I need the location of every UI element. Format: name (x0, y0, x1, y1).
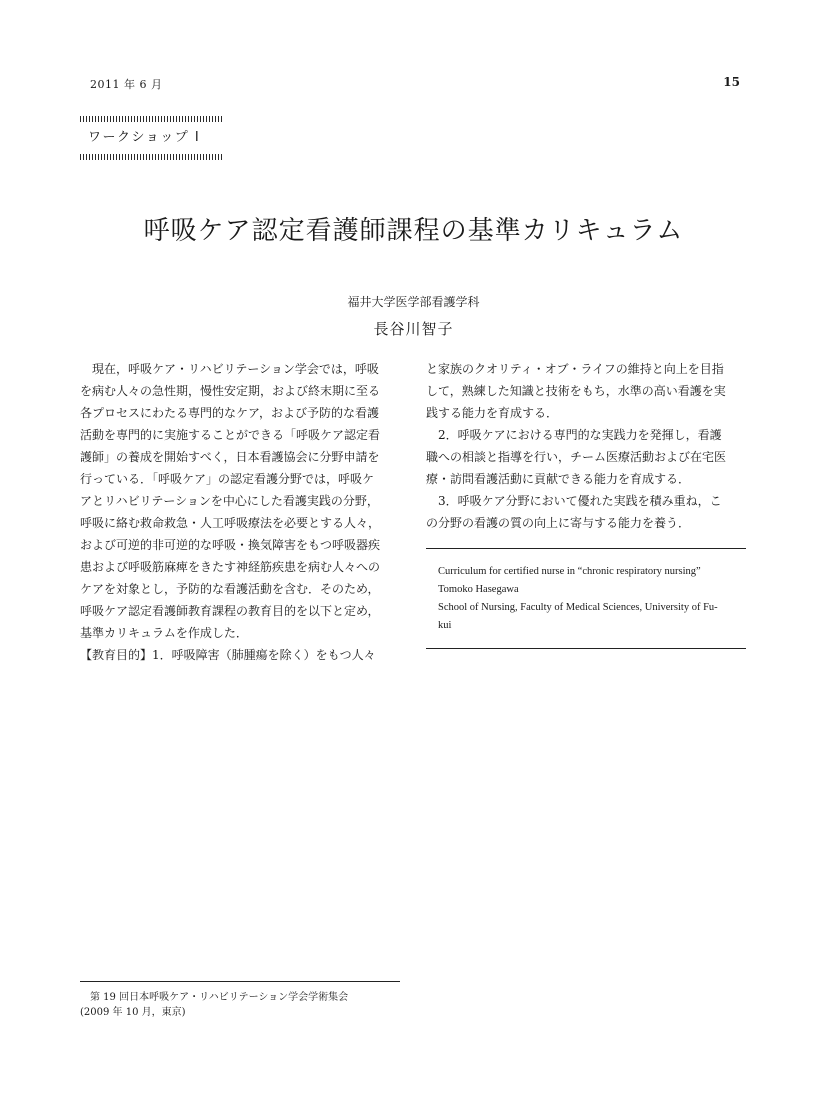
text-line: および可逆的非可逆的な呼吸・換気障害をもつ呼吸器疾 (80, 538, 381, 552)
page-number: 15 (723, 75, 740, 89)
text-line: 呼吸に絡む救命救急・人工呼吸療法を必要とする人々， (80, 516, 381, 530)
english-abstract-box (438, 563, 748, 635)
english-affiliation-cont: kui (438, 620, 452, 631)
text-line: 呼吸ケア認定看護師教育課程の教育目的を以下と定め， (80, 604, 380, 618)
text-line: を病む人々の急性期，慢性安定期，および終末期に至る (80, 384, 381, 398)
english-title: Curriculum for certified nurse in “chronic respiratory nursing” (438, 566, 701, 577)
text-line: 行っている．「呼吸ケア」の認定看護分野では，呼吸ケ (80, 472, 375, 486)
text-line: 護師」の養成を開始すべく，日本看護協会に分野申請を (80, 450, 380, 464)
article-title: 呼吸ケア認定看護師課程の基準カリキュラム (143, 216, 684, 246)
text-line: して，熟練した知識と技術をもち，水準の高い看護を実 (426, 384, 726, 398)
footnote-line: (2009 年 10 月，東京) (80, 1007, 186, 1018)
section-label: ワークショップ I (88, 130, 201, 145)
text-line: 践する能力を育成する． (426, 406, 559, 420)
author-affiliation: 福井大学医学部看護学科 (347, 295, 480, 309)
body-column-right (426, 358, 751, 534)
text-line: の分野の看護の質の向上に寄与する能力を養う． (426, 516, 691, 530)
text-line: と家族のクオリティ・オブ・ライフの維持と向上を目指 (426, 362, 724, 376)
text-line: 【教育目的】1．呼吸障害（肺腫瘍を除く）をもつ人々 (80, 648, 376, 662)
section-rule-top (80, 116, 222, 122)
text-line: 療・訪問看護活動に貢献できる能力を育成する． (426, 472, 691, 486)
english-author: Tomoko Hasegawa (438, 584, 519, 595)
body-column-left (80, 358, 405, 666)
section-rule-bottom (80, 154, 222, 160)
text-line: ケアを対象とし，予防的な看護活動を含む．そのため， (80, 582, 380, 596)
text-line: 3．呼吸ケア分野において優れた実践を積み重ね，こ (426, 494, 722, 508)
text-line: 基準カリキュラムを作成した． (80, 626, 248, 640)
text-line: アとリハビリテーションを中心にした看護実践の分野， (80, 494, 379, 508)
footnote (80, 990, 348, 1020)
author-name: 長谷川智子 (373, 320, 454, 338)
text-line: 活動を専門的に実施することができる「呼吸ケア認定看 (80, 428, 381, 442)
footnote-line: 第 19 回日本呼吸ケア・リハビリテーション学会学術集会 (90, 992, 349, 1003)
text-line: 患および呼吸筋麻痺をきたす神経筋疾患を病む人々への (80, 560, 381, 574)
english-box-rule-bottom (426, 648, 746, 649)
english-affiliation: School of Nursing, Faculty of Medical Sciences, University of Fu- (438, 602, 718, 613)
text-line: 職への相談と指導を行い，チーム医療活動および在宅医 (426, 450, 727, 464)
english-box-rule-top (426, 548, 746, 549)
text-line: 現在，呼吸ケア・リハビリテーション学会では，呼吸 (80, 362, 379, 376)
footnote-rule (80, 981, 400, 982)
text-line: 各プロセスにわたる専門的なケア，および予防的な看護 (80, 406, 380, 420)
text-line: 2．呼吸ケアにおける専門的な実践力を発揮し，看護 (426, 428, 722, 442)
issue-date: 2011 年 6 月 (90, 78, 163, 91)
